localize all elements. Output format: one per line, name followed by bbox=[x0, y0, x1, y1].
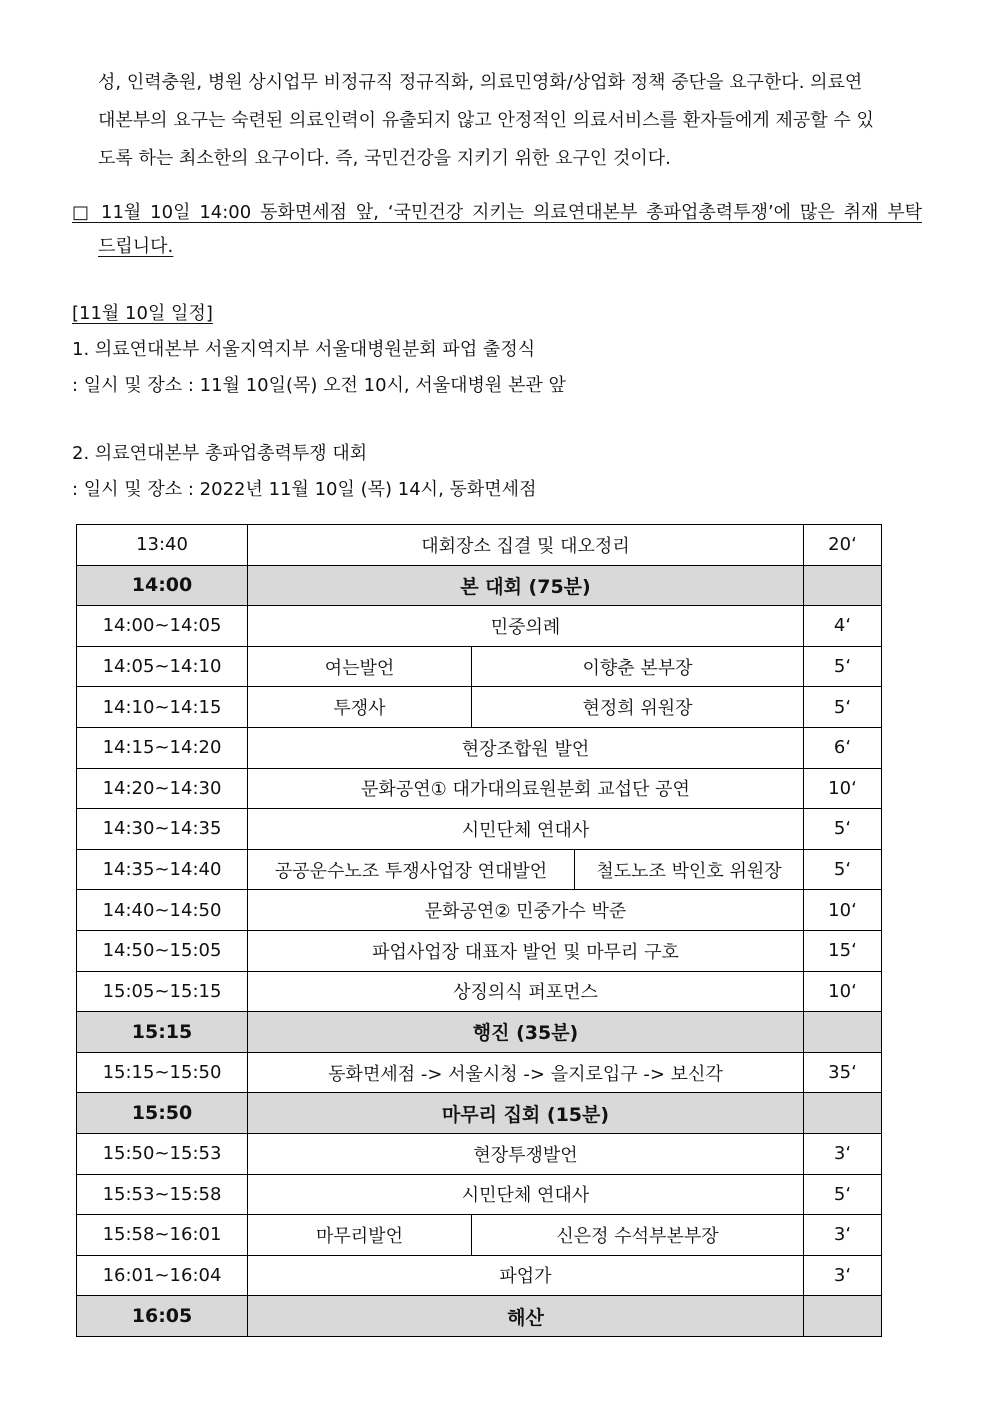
event-title: 2. 의료연대본부 총파업총력투쟁 대회 bbox=[72, 443, 368, 464]
duration-cell: 4‘ bbox=[804, 606, 882, 647]
duration-cell: 35‘ bbox=[804, 1052, 882, 1093]
speaker-cell: 철도노조 박인호 위원장 bbox=[575, 849, 804, 890]
duration-cell: 20‘ bbox=[804, 525, 882, 566]
program-item-cell: 본 대회 (75분) bbox=[248, 565, 804, 606]
time-cell: 14:40~14:50 bbox=[77, 890, 248, 931]
duration-cell: 15‘ bbox=[804, 930, 882, 971]
time-cell: 14:20~14:30 bbox=[77, 768, 248, 809]
duration-cell bbox=[804, 565, 882, 606]
duration-cell: 5‘ bbox=[804, 1174, 882, 1215]
table-row bbox=[77, 809, 882, 850]
table-row bbox=[77, 646, 882, 687]
section-row bbox=[77, 1012, 882, 1053]
time-cell: 15:50~15:53 bbox=[77, 1133, 248, 1174]
intro-line: 대본부의 요구는 숙련된 의료인력이 유출되지 않고 안정적인 의료서비스를 환자들에게 제공할 수 있 bbox=[98, 110, 874, 131]
time-cell: 14:15~14:20 bbox=[77, 727, 248, 768]
speaker-cell: 이향춘 본부장 bbox=[472, 646, 804, 687]
program-item-cell: 현장조합원 발언 bbox=[248, 727, 804, 768]
duration-cell bbox=[804, 1093, 882, 1134]
duration-cell: 10‘ bbox=[804, 768, 882, 809]
program-item-cell: 문화공연② 민중가수 박준 bbox=[248, 890, 804, 931]
duration-cell: 3‘ bbox=[804, 1133, 882, 1174]
notice-line: □ 11월 10일 14:00 동화면세점 앞, ‘국민건강 지키는 의료연대본부 총파업총력투쟁’에 많은 취재 부탁 bbox=[72, 202, 922, 223]
schedule-section bbox=[72, 296, 566, 508]
time-cell: 14:35~14:40 bbox=[77, 849, 248, 890]
duration-cell: 5‘ bbox=[804, 687, 882, 728]
time-cell: 15:05~15:15 bbox=[77, 971, 248, 1012]
program-item-cell: 해산 bbox=[248, 1296, 804, 1337]
time-cell: 14:05~14:10 bbox=[77, 646, 248, 687]
duration-cell: 10‘ bbox=[804, 890, 882, 931]
program-item-cell: 대회장소 집결 및 대오정리 bbox=[248, 525, 804, 566]
event-detail: : 일시 및 장소 : 2022년 11월 10일 (목) 14시, 동화면세점 bbox=[72, 479, 537, 500]
table-row bbox=[77, 930, 882, 971]
program-item-cell: 여는발언 bbox=[248, 646, 472, 687]
table-row bbox=[77, 768, 882, 809]
intro-line: 도록 하는 최소한의 요구이다. 즉, 국민건강을 지키기 위한 요구인 것이다. bbox=[98, 148, 671, 169]
time-cell: 15:58~16:01 bbox=[77, 1215, 248, 1256]
program-item-cell: 문화공연① 대가대의료원분회 교섭단 공연 bbox=[248, 768, 804, 809]
program-table bbox=[76, 524, 882, 1337]
duration-cell: 3‘ bbox=[804, 1255, 882, 1296]
section-row bbox=[77, 1093, 882, 1134]
table-row bbox=[77, 1215, 882, 1256]
speaker-cell: 현정희 위원장 bbox=[472, 687, 804, 728]
program-item-cell: 현장투쟁발언 bbox=[248, 1133, 804, 1174]
duration-cell: 3‘ bbox=[804, 1215, 882, 1256]
time-cell: 15:15 bbox=[77, 1012, 248, 1053]
program-item-cell: 마무리 집회 (15분) bbox=[248, 1093, 804, 1134]
time-cell: 14:00 bbox=[77, 565, 248, 606]
table-row bbox=[77, 606, 882, 647]
time-cell: 14:30~14:35 bbox=[77, 809, 248, 850]
intro-line: 성, 인력충원, 병원 상시업무 비정규직 정규직화, 의료민영화/상업화 정책 중단을 요구한다. 의료연 bbox=[98, 72, 863, 93]
intro-paragraph bbox=[98, 64, 922, 178]
program-item-cell: 행진 (35분) bbox=[248, 1012, 804, 1053]
table-row bbox=[77, 971, 882, 1012]
duration-cell: 6‘ bbox=[804, 727, 882, 768]
time-cell: 15:15~15:50 bbox=[77, 1052, 248, 1093]
duration-cell: 10‘ bbox=[804, 971, 882, 1012]
program-item-cell: 파업가 bbox=[248, 1255, 804, 1296]
program-item-cell: 투쟁사 bbox=[248, 687, 472, 728]
time-cell: 15:53~15:58 bbox=[77, 1174, 248, 1215]
speaker-cell: 신은정 수석부본부장 bbox=[472, 1215, 804, 1256]
table-row bbox=[77, 727, 882, 768]
table-row bbox=[77, 525, 882, 566]
table-row bbox=[77, 890, 882, 931]
table-row bbox=[77, 1052, 882, 1093]
time-cell: 14:00~14:05 bbox=[77, 606, 248, 647]
program-item-cell: 동화면세점 -> 서울시청 -> 을지로입구 -> 보신각 bbox=[248, 1052, 804, 1093]
section-row bbox=[77, 1296, 882, 1337]
program-item-cell: 시민단체 연대사 bbox=[248, 1174, 804, 1215]
time-cell: 14:50~15:05 bbox=[77, 930, 248, 971]
time-cell: 13:40 bbox=[77, 525, 248, 566]
duration-cell: 5‘ bbox=[804, 646, 882, 687]
program-item-cell: 마무리발언 bbox=[248, 1215, 472, 1256]
duration-cell bbox=[804, 1012, 882, 1053]
event-title: 1. 의료연대본부 서울지역지부 서울대병원분회 파업 출정식 bbox=[72, 339, 536, 360]
table-row bbox=[77, 687, 882, 728]
table-row bbox=[77, 1255, 882, 1296]
duration-cell: 5‘ bbox=[804, 849, 882, 890]
program-item-cell: 파업사업장 대표자 발언 및 마무리 구호 bbox=[248, 930, 804, 971]
program-item-cell: 상징의식 퍼포먼스 bbox=[248, 971, 804, 1012]
program-item-cell: 민중의례 bbox=[248, 606, 804, 647]
duration-cell bbox=[804, 1296, 882, 1337]
table-row bbox=[77, 1174, 882, 1215]
section-row bbox=[77, 565, 882, 606]
event-detail: : 일시 및 장소 : 11월 10일(목) 오전 10시, 서울대병원 본관 앞 bbox=[72, 375, 566, 396]
table-row bbox=[77, 849, 882, 890]
time-cell: 16:05 bbox=[77, 1296, 248, 1337]
schedule-header: [11월 10일 일정] bbox=[72, 303, 213, 324]
time-cell: 16:01~16:04 bbox=[77, 1255, 248, 1296]
notice-line: 드립니다. bbox=[98, 236, 174, 257]
program-item-cell: 공공운수노조 투쟁사업장 연대발언 bbox=[248, 849, 575, 890]
table-row bbox=[77, 1133, 882, 1174]
duration-cell: 5‘ bbox=[804, 809, 882, 850]
time-cell: 15:50 bbox=[77, 1093, 248, 1134]
program-item-cell: 시민단체 연대사 bbox=[248, 809, 804, 850]
time-cell: 14:10~14:15 bbox=[77, 687, 248, 728]
press-notice bbox=[72, 196, 922, 264]
